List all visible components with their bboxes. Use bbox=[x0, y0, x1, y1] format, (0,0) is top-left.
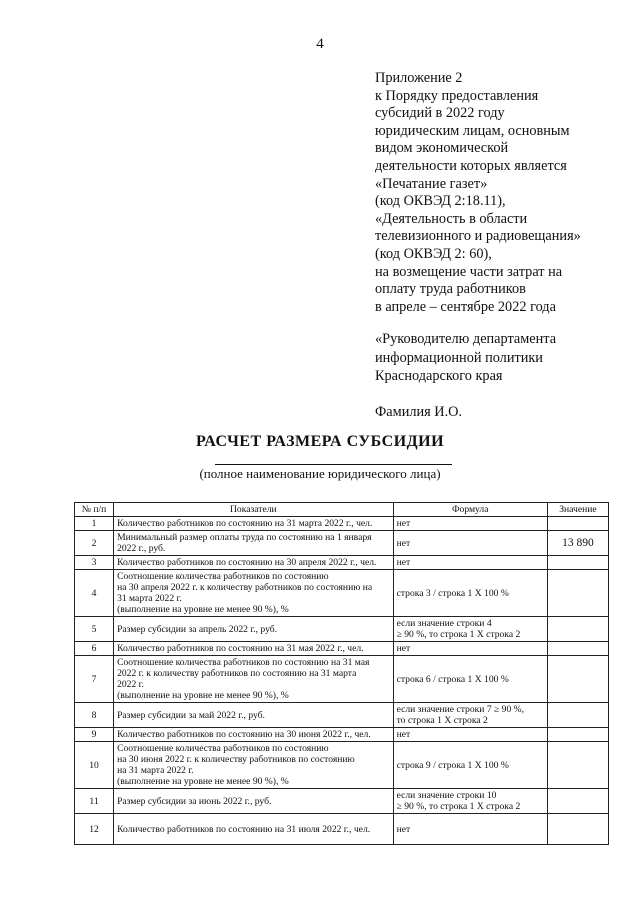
formula-line: нет bbox=[396, 537, 411, 549]
row-value bbox=[547, 742, 608, 789]
formula-line: ≥ 90 %, то строка 1 Х строка 2 bbox=[396, 629, 521, 640]
row-indicator bbox=[114, 531, 394, 556]
row-indicator bbox=[114, 703, 394, 728]
appendix-line: «Деятельность в области bbox=[375, 210, 528, 227]
indicator-line: Количество работников по состоянию на 31 марта 2022 г., чел. bbox=[117, 518, 373, 529]
table-row bbox=[75, 570, 609, 617]
row-number: 5 bbox=[75, 617, 114, 642]
row-value bbox=[547, 728, 608, 742]
formula-line: строка 9 / строка 1 Х 100 % bbox=[396, 759, 509, 771]
formula-line: строка 6 / строка 1 Х 100 % bbox=[396, 673, 509, 685]
header-num: № п/п bbox=[75, 503, 114, 517]
indicator-line: Количество работников по состоянию на 31 мая 2022 г., чел. bbox=[117, 643, 364, 654]
row-formula bbox=[393, 656, 547, 703]
row-indicator bbox=[114, 642, 394, 656]
appendix-line: «Печатание газет» bbox=[375, 175, 488, 192]
subsidy-calculation-table bbox=[74, 502, 609, 845]
formula-line: если значение строки 4 bbox=[396, 618, 492, 629]
row-formula bbox=[393, 556, 547, 570]
formula-line: то строка 1 Х строка 2 bbox=[396, 715, 488, 726]
table-row bbox=[75, 789, 609, 814]
indicator-line: Количество работников по состоянию на 30 июня 2022 г., чел. bbox=[117, 729, 371, 740]
row-number: 11 bbox=[75, 789, 114, 814]
indicator-line: 2022 г. к количеству работников по состоянию на 31 марта bbox=[117, 668, 357, 679]
appendix-line: оплату труда работников bbox=[375, 281, 526, 298]
table-row bbox=[75, 556, 609, 570]
addressee-block bbox=[375, 330, 630, 386]
row-value bbox=[547, 642, 608, 656]
appendix-line: (код ОКВЭД 2:18.11), bbox=[375, 193, 506, 210]
row-formula bbox=[393, 517, 547, 531]
row-number: 6 bbox=[75, 642, 114, 656]
appendix-line: деятельности которых является bbox=[375, 157, 567, 174]
header-indicator: Показатели bbox=[114, 503, 394, 517]
appendix-line: к Порядку предоставления bbox=[375, 87, 539, 104]
table-row bbox=[75, 531, 609, 556]
formula-line: нет bbox=[396, 643, 411, 654]
row-value bbox=[547, 617, 608, 642]
row-value bbox=[547, 656, 608, 703]
formula-line: нет bbox=[396, 823, 411, 835]
row-number: 1 bbox=[75, 517, 114, 531]
table-row bbox=[75, 656, 609, 703]
row-number: 8 bbox=[75, 703, 114, 728]
indicator-line: на 30 июня 2022 г. к количеству работников по состоянию bbox=[117, 754, 355, 765]
indicator-line: 2022 г., руб. bbox=[117, 543, 166, 554]
row-value bbox=[547, 814, 608, 845]
row-indicator bbox=[114, 556, 394, 570]
table-row bbox=[75, 703, 609, 728]
appendix-line: Приложение 2 bbox=[375, 70, 463, 86]
appendix-line: в апреле – сентябре 2022 года bbox=[375, 298, 556, 315]
indicator-line: Соотношение количества работников по состоянию bbox=[117, 743, 329, 754]
appendix-line: субсидий в 2022 году bbox=[375, 105, 505, 122]
row-formula bbox=[393, 728, 547, 742]
row-indicator bbox=[114, 517, 394, 531]
document-title: РАСЧЕТ РАЗМЕРА СУБСИДИИ bbox=[195, 433, 445, 450]
row-formula bbox=[393, 617, 547, 642]
indicator-line: Соотношение количества работников по состоянию на 31 мая bbox=[117, 657, 370, 668]
row-formula bbox=[393, 742, 547, 789]
appendix-line: (код ОКВЭД 2: 60), bbox=[375, 245, 492, 262]
indicator-line: (выполнение на уровне не менее 90 %), % bbox=[117, 690, 289, 701]
row-value bbox=[547, 570, 608, 617]
signer-name: Фамилия И.О. bbox=[375, 404, 463, 420]
table-row bbox=[75, 728, 609, 742]
table-header-row bbox=[75, 503, 609, 517]
row-number: 10 bbox=[75, 742, 114, 789]
row-formula bbox=[393, 703, 547, 728]
table-row bbox=[75, 642, 609, 656]
row-number: 12 bbox=[75, 814, 114, 845]
indicator-line: Размер субсидии за апрель 2022 г., руб. bbox=[117, 623, 278, 635]
row-indicator bbox=[114, 570, 394, 617]
indicator-line: на 31 марта 2022 г. bbox=[117, 765, 194, 776]
addressee-line: «Руководителю департамента bbox=[375, 331, 557, 347]
row-indicator bbox=[114, 789, 394, 814]
table-row bbox=[75, 517, 609, 531]
row-number: 2 bbox=[75, 531, 114, 556]
formula-line: ≥ 90 %, то строка 1 Х строка 2 bbox=[396, 801, 521, 812]
indicator-line: 2022 г. bbox=[117, 679, 144, 690]
row-indicator bbox=[114, 656, 394, 703]
appendix-line: видом экономической bbox=[375, 140, 509, 157]
indicator-line: Размер субсидии за июнь 2022 г., руб. bbox=[117, 795, 272, 807]
appendix-block bbox=[375, 70, 630, 316]
indicator-line: (выполнение на уровне не менее 90 %), % bbox=[117, 776, 289, 787]
formula-line: нет bbox=[396, 729, 411, 740]
entity-name-line bbox=[215, 464, 452, 465]
row-indicator bbox=[114, 617, 394, 642]
indicator-line: Количество работников по состоянию на 30 апреля 2022 г., чел. bbox=[117, 557, 377, 568]
row-formula bbox=[393, 531, 547, 556]
formula-line: если значение строки 7 ≥ 90 %, bbox=[396, 704, 525, 715]
row-number: 7 bbox=[75, 656, 114, 703]
header-value: Значение bbox=[547, 503, 608, 517]
page-number: 4 bbox=[316, 36, 324, 52]
row-value: 13 890 bbox=[547, 531, 608, 556]
indicator-line: 31 марта 2022 г. bbox=[117, 593, 182, 604]
entity-name-caption: (полное наименование юридического лица) bbox=[199, 466, 441, 481]
row-number: 9 bbox=[75, 728, 114, 742]
table-row bbox=[75, 617, 609, 642]
row-formula bbox=[393, 642, 547, 656]
row-indicator bbox=[114, 814, 394, 845]
row-value bbox=[547, 517, 608, 531]
row-indicator bbox=[114, 728, 394, 742]
indicator-line: Размер субсидии за май 2022 г., руб. bbox=[117, 709, 265, 721]
addressee-line: Краснодарского края bbox=[375, 368, 503, 384]
row-value bbox=[547, 789, 608, 814]
header-formula: Формула bbox=[393, 503, 547, 517]
table-row bbox=[75, 742, 609, 789]
row-formula bbox=[393, 789, 547, 814]
row-number: 4 bbox=[75, 570, 114, 617]
row-number: 3 bbox=[75, 556, 114, 570]
formula-line: строка 3 / строка 1 Х 100 % bbox=[396, 587, 509, 599]
row-formula bbox=[393, 570, 547, 617]
indicator-line: Соотношение количества работников по состоянию bbox=[117, 571, 329, 582]
indicator-line: (выполнение на уровне не менее 90 %), % bbox=[117, 604, 289, 615]
row-value bbox=[547, 556, 608, 570]
addressee-line: информационной политики bbox=[375, 349, 543, 366]
formula-line: нет bbox=[396, 518, 411, 529]
row-indicator bbox=[114, 742, 394, 789]
table-row bbox=[75, 814, 609, 845]
formula-line: если значение строки 10 bbox=[396, 790, 497, 801]
row-formula bbox=[393, 814, 547, 845]
indicator-line: Минимальный размер оплаты труда по состоянию на 1 января bbox=[117, 532, 372, 543]
appendix-line: юридическим лицам, основным bbox=[375, 122, 570, 139]
row-value bbox=[547, 703, 608, 728]
indicator-line: на 30 апреля 2022 г. к количеству работников по состоянию на bbox=[117, 582, 373, 593]
indicator-line: Количество работников по состоянию на 31 июля 2022 г., чел. bbox=[117, 823, 371, 835]
formula-line: нет bbox=[396, 557, 411, 568]
appendix-line: телевизионного и радиовещания» bbox=[375, 228, 581, 245]
appendix-line: на возмещение части затрат на bbox=[375, 263, 563, 280]
